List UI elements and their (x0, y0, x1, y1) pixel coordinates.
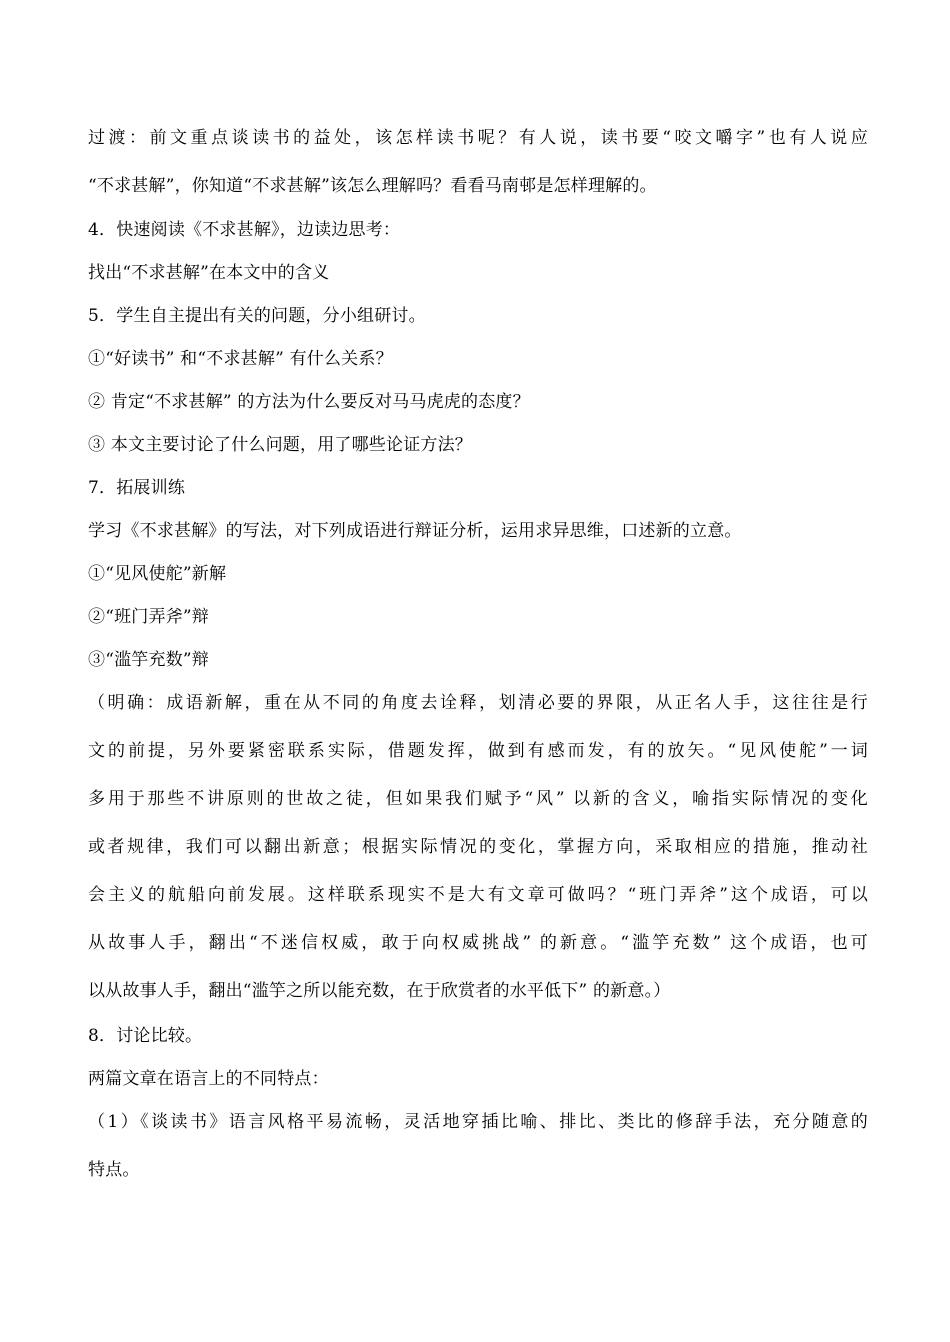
text-line-step-8-task: 两篇文章在语言上的不同特点： (88, 1069, 329, 1089)
text-line-point-1: （1）《谈读书》语言风格平易流畅，灵活地穿插比喻、排比、类比的修辞手法，充分随意的 (88, 1112, 868, 1132)
text-line-clarify-6: 从故事人手，翻出“不迷信权威，敢于向权威挑战” 的新意。“滥竽充数” 这个成语，也可 (88, 933, 868, 953)
text-line-step-7-task: 学习《不求甚解》的写法，对下列成语进行辩证分析，运用求异思维，口述新的立意。 (88, 521, 742, 541)
text-line-idiom-2: ②“班门弄斧”辩 (88, 607, 209, 627)
text-line-transition: 过渡：前文重点谈读书的益处，该怎样读书呢？有人说，读书要“咬文嚼字”也有人说应 (88, 128, 868, 148)
text-line-clarify-5: 会主义的航船向前发展。这样联系现实不是大有文章可做吗？“班门弄斧”这个成语，可以 (88, 885, 868, 905)
text-line-clarify-3: 多用于那些不讲原则的世故之徒，但如果我们赋予“风” 以新的含义，喻指实际情况的变化 (88, 789, 868, 809)
text-line-transition-cont: “不求甚解”，你知道“不求甚解”该怎么理解吗？看看马南邨是怎样理解的。 (88, 176, 657, 196)
text-line-question-3: ③ 本文主要讨论了什么问题，用了哪些论证方法？ (88, 435, 473, 455)
text-line-clarify-1: （明确：成语新解，重在从不同的角度去诠释，划清必要的界限，从正名人手，这往往是行 (88, 693, 868, 713)
text-line-step-4: 4．快速阅读《不求甚解》，边读边思考： (88, 220, 401, 240)
text-line-step-7: 7．拓展训练 (88, 478, 186, 498)
text-line-question-1: ①“好读书” 和“不求甚解” 有什么关系？ (88, 349, 393, 369)
text-line-step-8: 8．讨论比较。 (88, 1026, 203, 1046)
text-line-idiom-1: ①“见风使舵”新解 (88, 564, 227, 584)
text-line-clarify-2: 文的前提，另外要紧密联系实际，借题发挥，做到有感而发，有的放矢。“见风使舵”一词 (88, 741, 868, 761)
text-line-step-5: 5．学生自主提出有关的问题，分小组研讨。 (88, 306, 426, 326)
text-line-step-4-task: 找出“不求甚解”在本文中的含义 (88, 263, 330, 283)
text-line-point-1-cont: 特点。 (88, 1160, 140, 1180)
text-line-idiom-3: ③“滥竽充数”辩 (88, 650, 209, 670)
text-line-clarify-4: 或者规律，我们可以翻出新意；根据实际情况的变化，掌握方向，采取相应的措施，推动社 (88, 837, 868, 857)
text-line-clarify-7: 以从故事人手，翻出“滥竽之所以能充数，在于欣赏者的水平低下” 的新意。） (88, 981, 671, 1001)
text-line-question-2: ② 肯定“不求甚解” 的方法为什么要反对马马虎虎的态度？ (88, 392, 530, 412)
